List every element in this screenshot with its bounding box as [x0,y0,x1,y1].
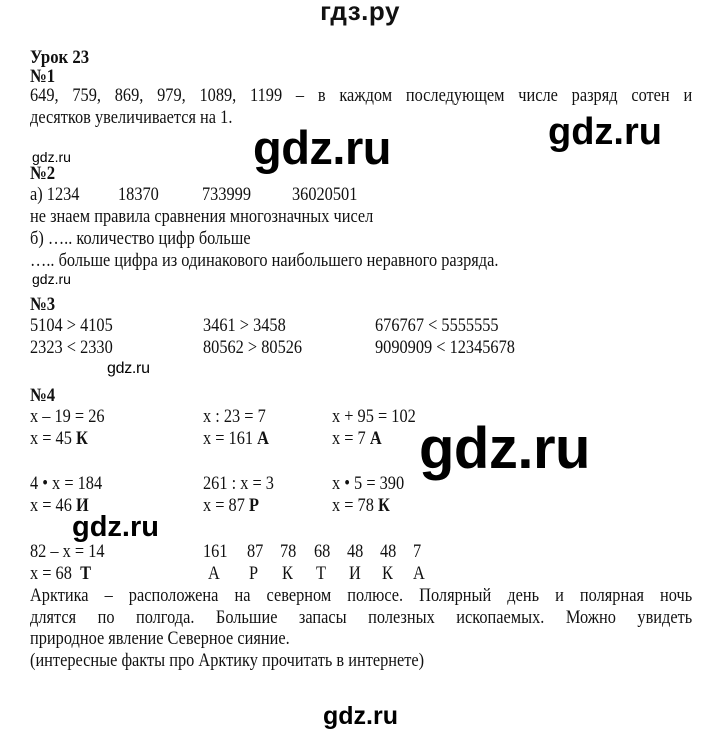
watermark-logo-small: gdz.ru [32,149,71,165]
task3-cell: 80562 > 80526 [203,337,303,358]
task4-solution: x = 45 К [30,428,88,449]
task4-equation: x – 19 = 26 [30,406,105,427]
task3-number: №3 [30,294,56,315]
lesson-title: Урок 23 [30,47,90,68]
task3-cell: 5104 > 4105 [30,315,113,336]
task4-letter: К [75,428,88,449]
decode-number: 48 [347,541,364,562]
decode-number: 7 [413,541,422,562]
task2-a-label: а) 1234 [30,184,80,205]
watermark-logo-large: gdz.ru [419,416,590,481]
task4-solution: x = 7 А [332,428,382,449]
task4-equation: 261 : x = 3 [203,473,274,494]
task4-equation: 4 • x = 184 [30,473,103,494]
task2-a-value-1: 18370 [118,184,159,205]
task2-a-value-2: 733999 [202,184,252,205]
task2-a-note: не знаем правила сравнения многозначных чисел [30,206,374,227]
task1-line-1: 649, 759, 869, 979, 1089, 1199 – в каждом последующем числе разряд сотен и [30,85,693,106]
arctic-line-3: природное явление Северное сияние. [30,628,290,649]
decode-letter: К [382,563,393,584]
task4-solution: x = 87 Р [203,495,259,516]
task3-cell: 9090909 < 12345678 [375,337,515,358]
decode-letter: И [349,563,361,584]
site-header-title: гдз.ру [320,0,400,26]
task4-number: №4 [30,385,56,406]
decode-number: 48 [380,541,397,562]
decode-letter: Р [249,563,259,584]
task1-line-2: десятков увеличивается на 1. [30,106,233,128]
watermark-logo: gdz.ru [548,111,662,153]
decode-number: 161 [203,541,228,562]
decode-number: 68 [314,541,331,562]
task4-equation: 82 – x = 14 [30,541,105,562]
task3-cell: 676767 < 5555555 [375,315,499,336]
task2-number: №2 [30,163,56,184]
task4-equation: x : 23 = 7 [203,406,266,427]
task4-letter: И [75,495,89,516]
arctic-paragraph [30,585,692,650]
task4-letter: А [369,428,382,449]
task4-letter: А [257,428,269,449]
watermark-logo: gdz.ru [72,511,159,543]
watermark-footer: gdz.ru [323,702,398,730]
task3-cell: 2323 < 2330 [30,337,113,358]
decode-letter: Т [316,563,326,584]
watermark-logo-small: gdz.ru [107,360,150,377]
task4-equation: x • 5 = 390 [332,473,405,494]
task2-b-line-2: ….. больше цифра из одинакового наибольшего неравного разряда. [30,250,499,271]
decode-number: 78 [280,541,297,562]
arctic-line-2: длятся по полгода. Большие запасы полезных ископаемых. Можно увидеть [30,606,693,628]
task4-letter: Т [80,563,91,584]
task4-solution: x = 46 И [30,495,89,516]
decode-letter: К [282,563,293,584]
arctic-line-1: Арктика – расположена на северном полюсе. Полярный день и полярная ночь [30,585,693,606]
task4-letter: К [377,495,390,516]
task4-solution: x = 78 К [332,495,390,516]
decode-letter: А [413,563,425,584]
task2-b-line-1: б) ….. количество цифр больше [30,228,251,249]
task4-equation: x + 95 = 102 [332,406,416,427]
arctic-note: (интересные факты про Арктику прочитать в интернете) [30,650,425,671]
watermark-logo: gdz.ru [253,121,391,174]
decode-number: 87 [247,541,264,562]
task4-solution: x = 68 Т [30,563,91,584]
task3-cell: 3461 > 3458 [203,315,286,336]
task2-a-value-3: 36020501 [292,184,358,205]
watermark-logo-small: gdz.ru [32,271,71,287]
task4-solution: x = 161 А [203,428,269,449]
task1-number: №1 [30,66,56,87]
task4-letter: Р [248,495,259,516]
decode-letter: А [208,563,220,584]
